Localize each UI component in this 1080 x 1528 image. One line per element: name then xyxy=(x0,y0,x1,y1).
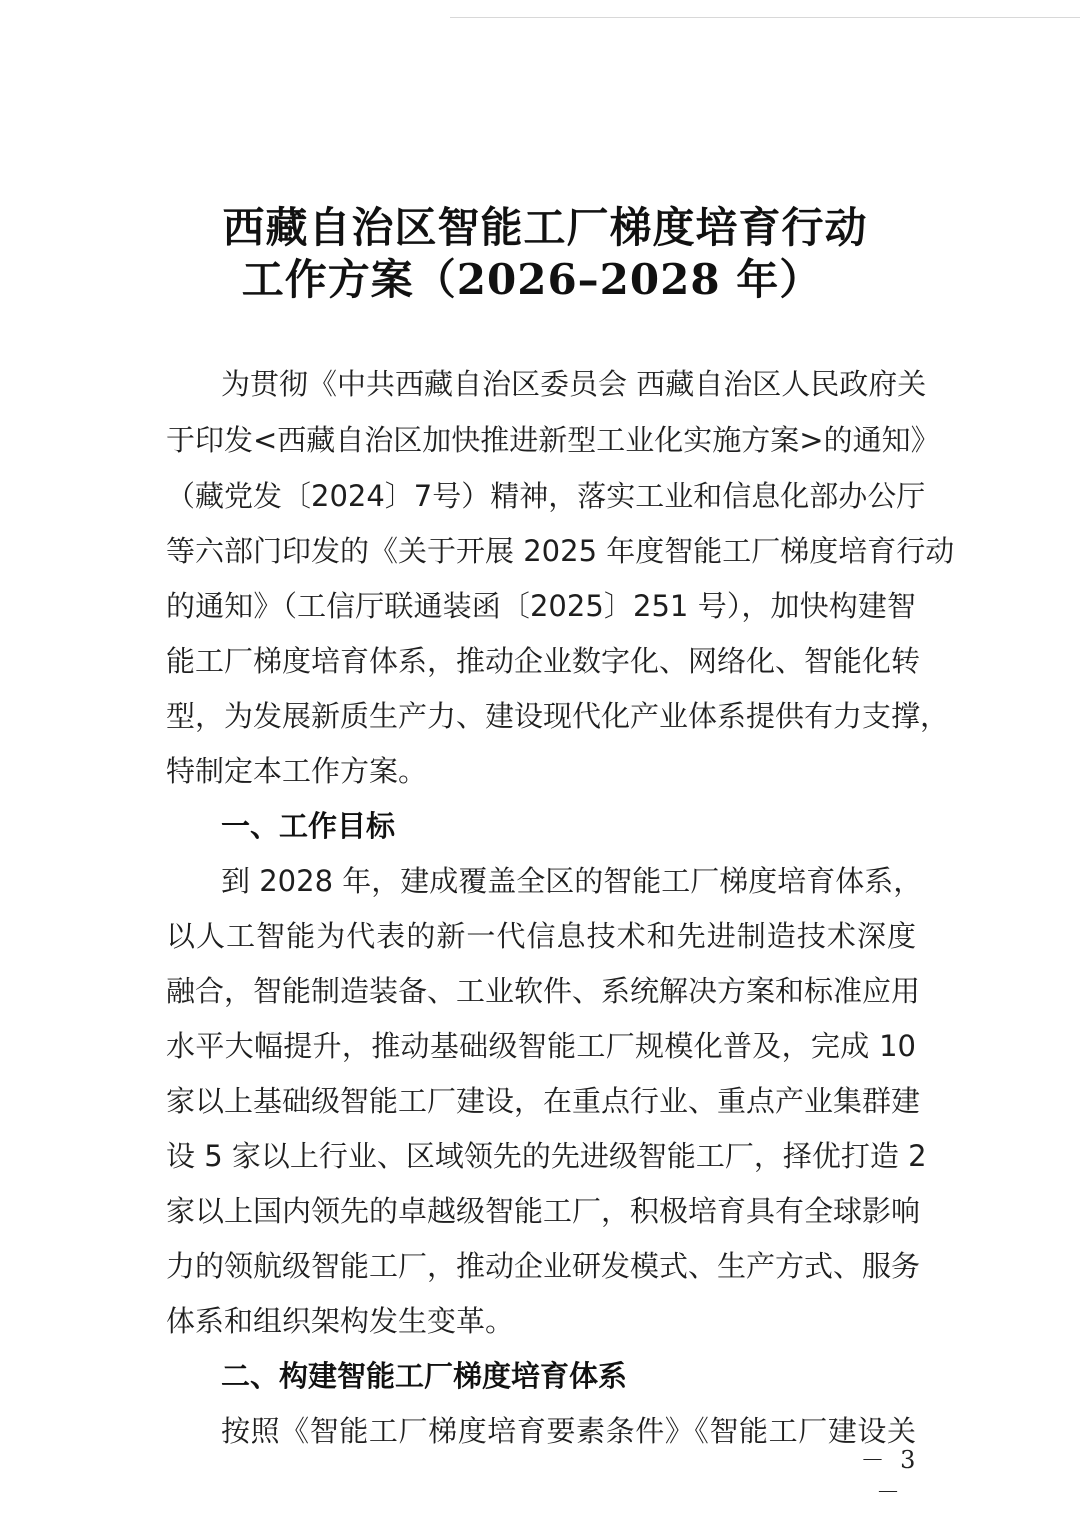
document-title-line-1: 西藏自治区智能工厂梯度培育行动 xyxy=(222,203,868,252)
section1-line: 以人工智能为代表的新一代信息技术和先进制造技术深度 xyxy=(166,919,916,953)
document-title-line-2: 工作方案（2026–2028 年） xyxy=(241,255,823,304)
scan-edge-line xyxy=(450,17,1080,18)
intro-line: 型，为发展新质生产力、建设现代化产业体系提供有力支撑， xyxy=(166,699,950,733)
intro-line: （藏党发〔2024〕7号）精神，落实工业和信息化部办公厅 xyxy=(166,479,926,513)
section1-line: 力的领航级智能工厂，推动企业研发模式、生产方式、服务 xyxy=(166,1249,921,1283)
intro-line: 于印发<西藏自治区加快推进新型工业化实施方案>的通知》 xyxy=(166,423,940,457)
page-number: － 3 － xyxy=(860,1446,920,1506)
section1-line: 设 5 家以上行业、区域领先的先进级智能工厂，择优打造 2 xyxy=(166,1139,927,1173)
section1-line: 水平大幅提升，推动基础级智能工厂规模化普及，完成 10 xyxy=(166,1029,916,1063)
section1-line: 到 2028 年，建成覆盖全区的智能工厂梯度培育体系， xyxy=(221,864,923,898)
intro-line: 能工厂梯度培育体系，推动企业数字化、网络化、智能化转 xyxy=(166,644,921,678)
section2-line: 按照《智能工厂梯度培育要素条件》《智能工厂建设关 xyxy=(221,1414,916,1448)
intro-line: 等六部门印发的《关于开展 2025 年度智能工厂梯度培育行动 xyxy=(166,534,955,568)
section1-line: 家以上国内领先的卓越级智能工厂，积极培育具有全球影响 xyxy=(166,1194,921,1228)
section1-line: 体系和组织架构发生变革。 xyxy=(166,1304,515,1338)
section1-line: 家以上基础级智能工厂建设，在重点行业、重点产业集群建 xyxy=(166,1084,921,1118)
intro-line: 为贯彻《中共西藏自治区委员会 西藏自治区人民政府关 xyxy=(221,367,927,401)
section-heading-work-goals: 一、工作目标 xyxy=(221,809,396,843)
intro-line: 的通知》（工信厅联通装函〔2025〕251 号），加快构建智 xyxy=(166,589,916,623)
intro-line: 特制定本工作方案。 xyxy=(166,754,428,788)
section-heading-gradient-system: 二、构建智能工厂梯度培育体系 xyxy=(221,1359,628,1393)
section1-line: 融合，智能制造装备、工业软件、系统解决方案和标准应用 xyxy=(166,974,921,1008)
